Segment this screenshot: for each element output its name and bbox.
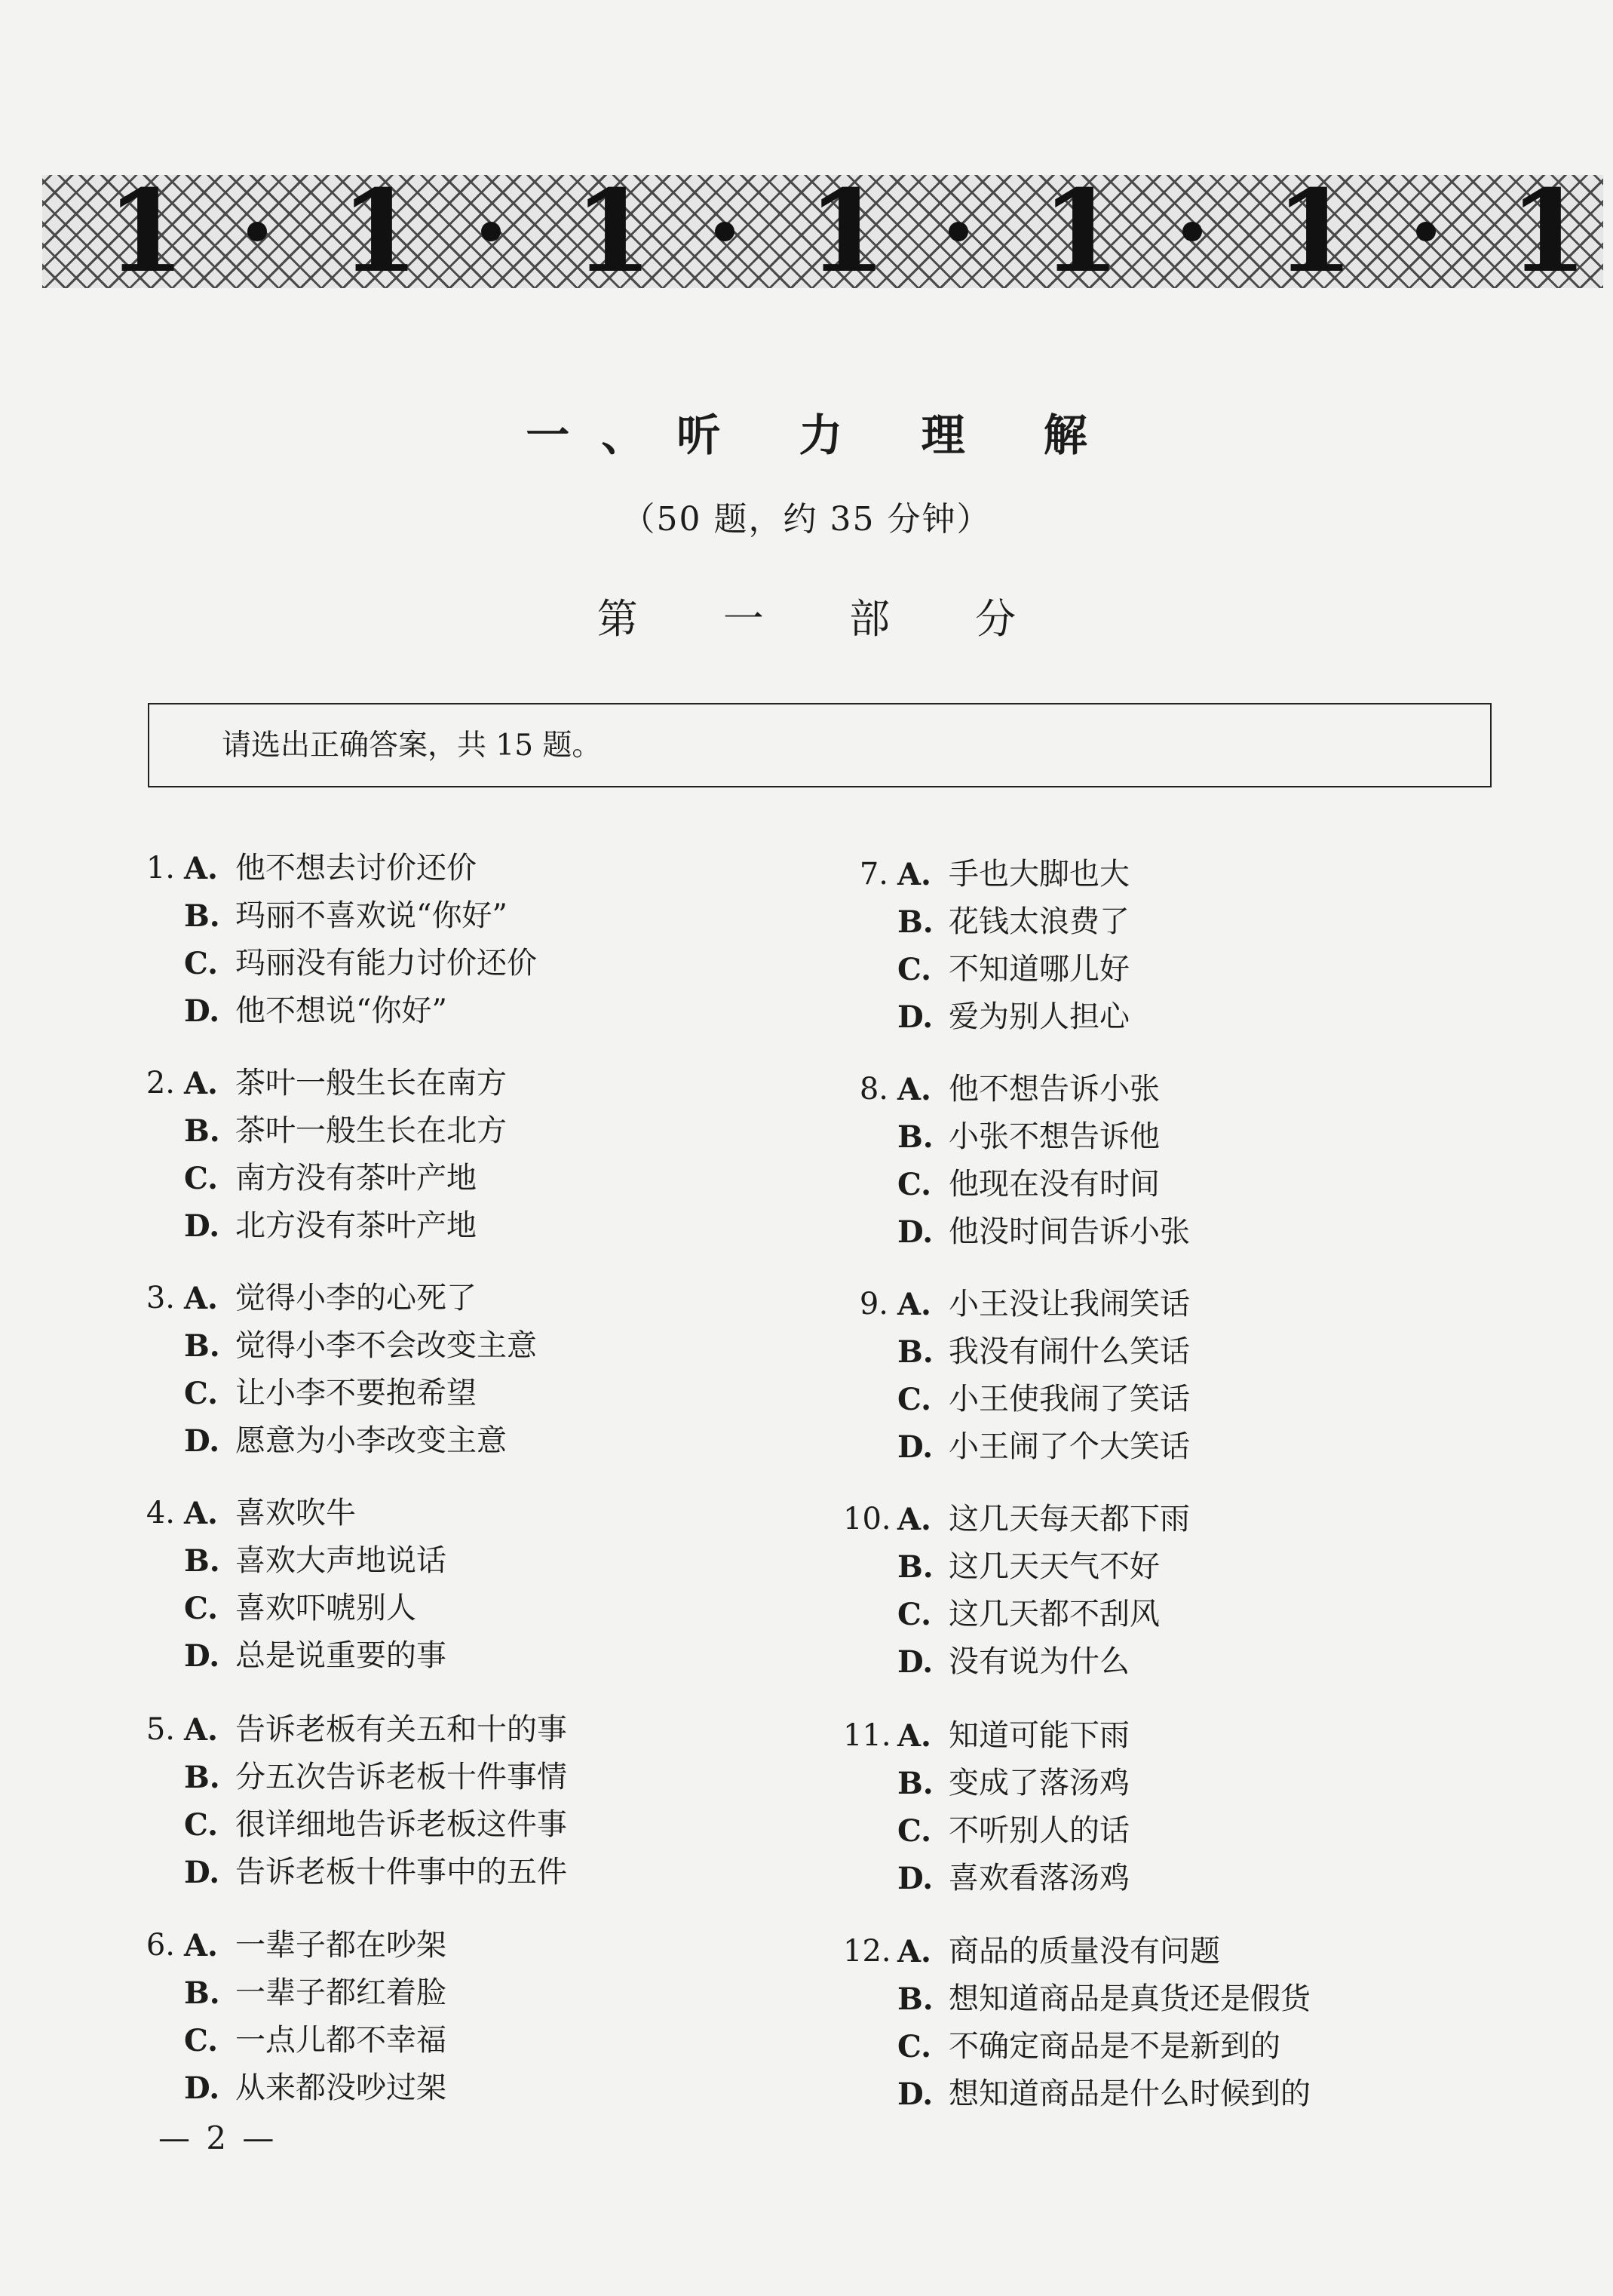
option-text: 商品的质量没有问题: [949, 1934, 1220, 1969]
decorative-banner: [42, 175, 1603, 288]
option-letter: C.: [184, 1376, 219, 1411]
part-title: 第 一 部 分: [596, 595, 1053, 643]
question-option: [843, 1855, 1130, 1902]
question-number: [130, 1417, 175, 1465]
option-letter: B.: [897, 1549, 934, 1585]
question-number: [843, 1760, 888, 1807]
question-option: [130, 1754, 567, 1801]
question-option: [843, 1423, 1190, 1471]
question-9: [843, 1281, 1190, 1471]
option-letter: C.: [184, 1161, 219, 1196]
question-number: 1.: [146, 851, 175, 886]
banner-digit: 1: [808, 175, 887, 288]
option-text: 他现在没有时间: [949, 1167, 1160, 1202]
question-number: [843, 1113, 888, 1161]
question-number: 12.: [843, 1934, 891, 1969]
question-option: [843, 1543, 1190, 1591]
option-text: 不确定商品是不是新到的: [949, 2029, 1280, 2064]
option-letter: B.: [184, 1328, 220, 1364]
question-4: [130, 1490, 446, 1680]
question-number: 6.: [146, 1928, 175, 1963]
question-option: [130, 1585, 446, 1632]
option-text: 不听别人的话: [949, 1813, 1130, 1848]
option-text: 分五次告诉老板十件事情: [235, 1760, 567, 1794]
option-text: 小王闹了个大笑话: [949, 1429, 1190, 1464]
question-option: [843, 1928, 1311, 1975]
question-number: 5.: [146, 1712, 175, 1747]
option-letter: C.: [897, 1597, 932, 1632]
option-text: 他不想告诉小张: [949, 1072, 1160, 1107]
question-option: [130, 2017, 446, 2064]
option-text: 这几天都不刮风: [949, 1597, 1160, 1631]
question-number: 2.: [146, 1066, 175, 1100]
question-number: 10.: [843, 1502, 891, 1536]
question-option: [843, 1281, 1190, 1328]
question-number: [843, 2070, 888, 2118]
question-number: [130, 987, 175, 1035]
question-option: [130, 1922, 446, 1969]
option-letter: C.: [897, 952, 932, 987]
question-number: [130, 1801, 175, 1849]
option-letter: A.: [184, 1066, 218, 1101]
question-option: [843, 1496, 1190, 1543]
option-letter: A.: [897, 857, 931, 892]
option-text: 告诉老板有关五和十的事: [235, 1712, 567, 1747]
question-option: [843, 1161, 1190, 1208]
question-number: [130, 1969, 175, 2017]
option-text: 觉得小李不会改变主意: [235, 1328, 537, 1363]
question-number: 11.: [843, 1718, 891, 1753]
question-3: [130, 1275, 537, 1465]
option-text: 这几天天气不好: [949, 1549, 1160, 1584]
question-option: [130, 1155, 507, 1202]
question-option: [130, 1322, 537, 1370]
option-text: 我没有闹什么笑话: [949, 1334, 1190, 1369]
question-option: [130, 987, 537, 1035]
question-number: [843, 1591, 888, 1638]
option-text: 手也大脚也大: [949, 857, 1130, 892]
question-number: [843, 1376, 888, 1423]
option-letter: D.: [184, 1638, 220, 1674]
option-letter: B.: [897, 904, 934, 940]
question-option: [843, 1638, 1190, 1686]
section-title: 一、听 力 理 解: [526, 410, 1119, 461]
question-5: [130, 1706, 567, 1896]
question-number: [843, 1161, 888, 1208]
option-text: 这几天每天都下雨: [949, 1502, 1190, 1536]
question-option: [130, 1417, 537, 1465]
question-option: [130, 940, 537, 987]
option-letter: D.: [184, 1423, 220, 1459]
question-number: [130, 1537, 175, 1585]
option-text: 玛丽不喜欢说“你好”: [235, 898, 508, 933]
option-letter: D.: [184, 1855, 220, 1890]
option-letter: A.: [184, 1712, 218, 1748]
question-1: [130, 845, 537, 1035]
option-text: 变成了落汤鸡: [949, 1766, 1130, 1800]
option-text: 让小李不要抱希望: [235, 1376, 477, 1410]
option-letter: C.: [184, 2023, 219, 2058]
question-number: [843, 1638, 888, 1686]
option-text: 一辈子都在吵架: [235, 1928, 446, 1963]
option-text: 爱为别人担心: [949, 999, 1130, 1034]
option-letter: B.: [184, 898, 220, 934]
question-number: [130, 2017, 175, 2064]
option-letter: B.: [897, 1334, 934, 1370]
option-text: 想知道商品是真货还是假货: [949, 1981, 1311, 2016]
option-text: 愿意为小李改变主意: [235, 1423, 507, 1458]
question-number: [843, 1423, 888, 1471]
option-letter: B.: [184, 1760, 220, 1795]
question-option: [843, 946, 1130, 993]
question-number: [130, 1107, 175, 1155]
option-letter: A.: [897, 1934, 931, 1969]
question-number: [130, 2064, 175, 2112]
question-6: [130, 1922, 446, 2112]
question-number: [843, 946, 888, 993]
option-text: 小张不想告诉他: [949, 1119, 1160, 1154]
option-text: 想知道商品是什么时候到的: [949, 2077, 1311, 2111]
option-text: 茶叶一般生长在南方: [235, 1066, 507, 1100]
question-option: [130, 1537, 446, 1585]
option-letter: B.: [897, 1981, 934, 2017]
option-letter: C.: [184, 1807, 219, 1843]
option-text: 一点儿都不幸福: [235, 2023, 446, 2058]
option-text: 总是说重要的事: [235, 1638, 446, 1673]
banner-dot: [715, 222, 734, 241]
question-number: [130, 1849, 175, 1896]
question-option: [843, 1066, 1190, 1113]
option-letter: C.: [184, 1591, 219, 1626]
option-text: 他不想去讨价还价: [235, 851, 477, 886]
question-number: [130, 1632, 175, 1680]
question-option: [843, 1807, 1130, 1855]
banner-dot: [1182, 222, 1202, 241]
option-text: 知道可能下雨: [949, 1718, 1130, 1753]
question-option: [130, 892, 537, 940]
option-text: 很详细地告诉老板这件事: [235, 1807, 567, 1842]
option-letter: D.: [184, 1208, 220, 1244]
question-option: [843, 1328, 1190, 1376]
question-option: [130, 1849, 567, 1896]
question-12: [843, 1928, 1311, 2118]
question-option: [843, 1760, 1130, 1807]
banner-dot: [481, 222, 501, 241]
question-option: [130, 1275, 537, 1322]
question-number: [843, 993, 888, 1041]
question-option: [843, 2070, 1311, 2118]
question-option: [130, 1632, 446, 1680]
option-letter: C.: [184, 946, 219, 981]
option-letter: A.: [897, 1287, 931, 1322]
option-text: 喜欢大声地说话: [235, 1543, 446, 1578]
banner-digit: 1: [574, 175, 653, 288]
question-option: [130, 2064, 446, 2112]
banner-dot: [1416, 222, 1436, 241]
question-option: [843, 1591, 1190, 1638]
option-letter: C.: [897, 1813, 932, 1849]
question-number: [843, 1975, 888, 2023]
question-number: [843, 1543, 888, 1591]
question-number: [843, 1855, 888, 1902]
question-7: [843, 851, 1130, 1041]
question-option: [130, 1202, 507, 1250]
question-number: 7.: [859, 857, 888, 892]
question-option: [130, 1060, 507, 1107]
question-option: [843, 1113, 1190, 1161]
question-number: [843, 1807, 888, 1855]
question-number: 8.: [859, 1072, 888, 1107]
question-2: [130, 1060, 507, 1250]
option-text: 茶叶一般生长在北方: [235, 1113, 507, 1148]
question-number: [130, 1202, 175, 1250]
question-option: [130, 845, 537, 892]
question-option: [130, 1969, 446, 2017]
banner-dot: [949, 222, 968, 241]
option-text: 一辈子都红着脸: [235, 1975, 446, 2010]
option-letter: A.: [184, 1496, 218, 1531]
question-8: [843, 1066, 1190, 1256]
question-number: [843, 898, 888, 946]
banner-digit: 1: [106, 175, 186, 288]
banner-digit: 1: [1041, 175, 1121, 288]
option-letter: D.: [897, 1644, 934, 1680]
instruction-box: [148, 703, 1492, 787]
banner-digit: 1: [1509, 175, 1588, 288]
instruction-text: 请选出正确答案，共 15 题。: [222, 729, 602, 763]
option-text: 他没时间告诉小张: [949, 1214, 1190, 1249]
option-text: 不知道哪儿好: [949, 952, 1130, 987]
option-letter: B.: [184, 1113, 220, 1149]
option-letter: D.: [897, 1214, 934, 1250]
option-text: 喜欢吹牛: [235, 1496, 356, 1530]
option-letter: A.: [897, 1502, 931, 1537]
question-number: [130, 940, 175, 987]
question-option: [843, 898, 1130, 946]
option-text: 南方没有茶叶产地: [235, 1161, 477, 1196]
option-text: 他不想说“你好”: [235, 993, 447, 1028]
question-option: [130, 1490, 446, 1537]
option-letter: B.: [897, 1766, 934, 1801]
page-number: — 2 —: [158, 2120, 278, 2156]
question-number: [843, 2023, 888, 2070]
option-letter: D.: [184, 993, 220, 1029]
question-number: [130, 1754, 175, 1801]
option-letter: D.: [897, 1861, 934, 1896]
question-option: [843, 1975, 1311, 2023]
option-text: 告诉老板十件事中的五件: [235, 1855, 567, 1889]
option-letter: B.: [184, 1975, 220, 2011]
question-number: [843, 1208, 888, 1256]
option-letter: A.: [184, 851, 218, 886]
banner-dot: [247, 222, 267, 241]
question-option: [843, 1208, 1190, 1256]
option-letter: C.: [897, 2029, 932, 2064]
option-letter: A.: [897, 1718, 931, 1754]
question-number: [130, 1585, 175, 1632]
question-option: [843, 2023, 1311, 2070]
question-number: [130, 892, 175, 940]
option-letter: D.: [184, 2070, 220, 2106]
question-option: [843, 993, 1130, 1041]
question-number: [130, 1155, 175, 1202]
question-option: [130, 1370, 537, 1417]
banner-digit: 1: [1275, 175, 1354, 288]
question-number: [130, 1322, 175, 1370]
question-number: 4.: [146, 1496, 175, 1530]
question-option: [130, 1801, 567, 1849]
option-text: 小王使我闹了笑话: [949, 1382, 1190, 1417]
banner-digit: 1: [340, 175, 419, 288]
option-letter: A.: [184, 1281, 218, 1316]
question-number: 3.: [146, 1281, 175, 1315]
option-text: 花钱太浪费了: [949, 904, 1130, 939]
question-11: [843, 1712, 1130, 1902]
option-letter: B.: [897, 1119, 934, 1155]
option-text: 喜欢吓唬别人: [235, 1591, 416, 1625]
option-text: 没有说为什么: [949, 1644, 1130, 1679]
option-letter: C.: [897, 1382, 932, 1417]
option-letter: B.: [184, 1543, 220, 1579]
question-number: [130, 1370, 175, 1417]
question-option: [843, 851, 1130, 898]
option-text: 北方没有茶叶产地: [235, 1208, 477, 1243]
section-subtitle: （50 题，约 35 分钟）: [621, 500, 992, 539]
question-number: [843, 1328, 888, 1376]
question-option: [130, 1107, 507, 1155]
option-letter: D.: [897, 2077, 934, 2112]
option-letter: A.: [897, 1072, 931, 1107]
question-option: [843, 1376, 1190, 1423]
option-text: 小王没让我闹笑话: [949, 1287, 1190, 1321]
option-text: 觉得小李的心死了: [235, 1281, 477, 1315]
question-option: [843, 1712, 1130, 1760]
question-10: [843, 1496, 1190, 1686]
question-option: [130, 1706, 567, 1754]
option-letter: A.: [184, 1928, 218, 1963]
option-text: 玛丽没有能力讨价还价: [235, 946, 537, 981]
option-text: 喜欢看落汤鸡: [949, 1861, 1130, 1895]
option-text: 从来都没吵过架: [235, 2070, 446, 2105]
question-number: 9.: [859, 1287, 888, 1321]
option-letter: D.: [897, 999, 934, 1035]
option-letter: D.: [897, 1429, 934, 1465]
option-letter: C.: [897, 1167, 932, 1202]
